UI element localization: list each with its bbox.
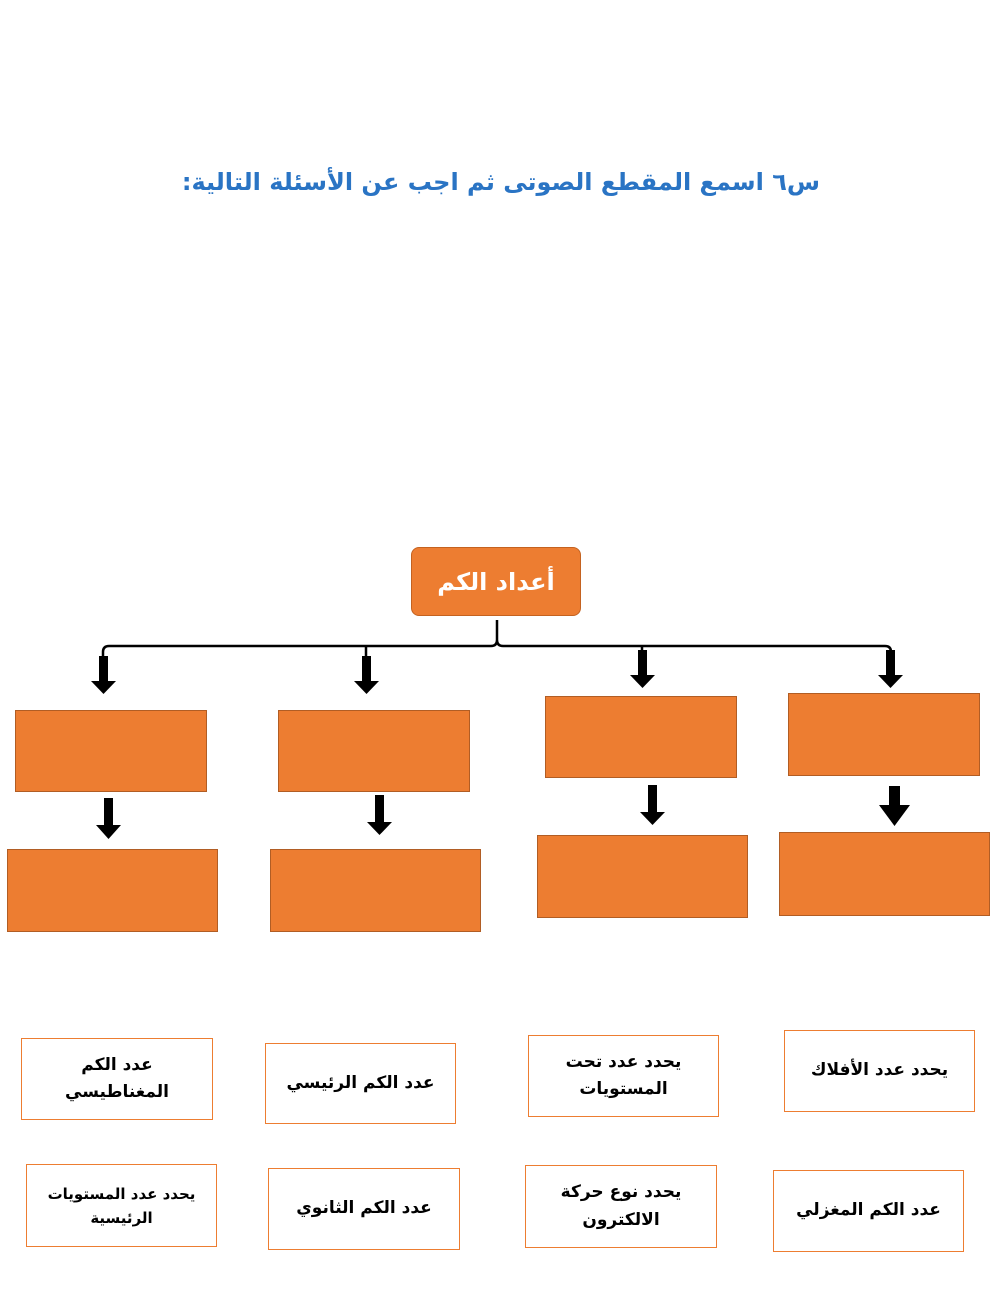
answer-option-main-levels-count[interactable]: يحدد عدد المستويات الرئيسية <box>26 1164 217 1247</box>
blank-box-col-4-upper[interactable] <box>788 693 980 776</box>
blank-box-col-1-lower[interactable] <box>7 849 218 932</box>
blank-box-col-4-lower[interactable] <box>779 832 990 916</box>
arrow-col-4-top <box>878 650 903 688</box>
arrow-col-2-mid <box>367 795 392 835</box>
question-title: س٦ اسمع المقطع الصوتى ثم اجب عن الأسئلة التالية: <box>181 168 820 196</box>
answer-option-magnetic-number[interactable]: عدد الكم المغناطيسي <box>21 1038 213 1120</box>
answer-option-spin-number[interactable]: عدد الكم المغزلي <box>773 1170 964 1252</box>
answer-option-sublevels-count[interactable]: يحدد عدد تحت المستويات <box>528 1035 719 1117</box>
blank-box-col-2-lower[interactable] <box>270 849 481 932</box>
answer-option-principal-number[interactable]: عدد الكم الرئيسي <box>265 1043 456 1124</box>
blank-box-col-3-lower[interactable] <box>537 835 748 918</box>
arrow-col-2-top <box>354 656 379 694</box>
bracket-line <box>103 620 891 656</box>
blank-box-col-2-upper[interactable] <box>278 710 470 792</box>
arrow-col-1-top <box>91 656 116 694</box>
arrow-col-3-top <box>630 650 655 688</box>
arrow-col-4-mid <box>879 786 910 826</box>
blank-box-col-3-upper[interactable] <box>545 696 737 778</box>
answer-option-electron-motion[interactable]: يحدد نوع حركة الالكترون <box>525 1165 717 1248</box>
root-node-quantum-numbers: أعداد الكم <box>411 547 581 616</box>
answer-option-orbitals-count[interactable]: يحدد عدد الأفلاك <box>784 1030 975 1112</box>
blank-box-col-1-upper[interactable] <box>15 710 207 792</box>
arrow-col-1-mid <box>96 798 121 839</box>
arrow-col-3-mid <box>640 785 665 825</box>
answer-option-azimuthal-number[interactable]: عدد الكم الثانوي <box>268 1168 460 1250</box>
